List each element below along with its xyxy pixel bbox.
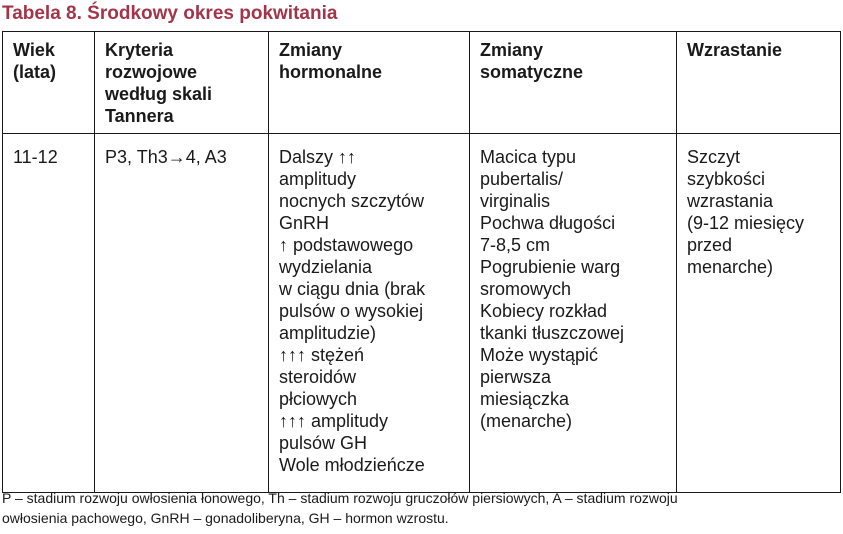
cell-line: Kobiecy rozkład — [480, 301, 608, 321]
cell-line: amplitudy — [279, 169, 357, 189]
cell-line: menarche) — [687, 257, 774, 277]
footnote-line: P – stadium rozwoju owłosienia łonowego, Th – stadium rozwoju gruczołów piersiowych, A – stadium rozwoju — [2, 490, 678, 506]
cell-line: miesiączka — [480, 389, 570, 409]
header-line: hormonalne — [279, 62, 383, 82]
header-line: Kryteria — [105, 40, 174, 60]
cell-line: wzrastania — [687, 191, 774, 211]
cell-tanner-criteria — [95, 134, 269, 493]
cell-line: 11-12 — [13, 147, 58, 167]
cell-line: P3, Th3→4, A3 — [105, 147, 227, 167]
header-line: (lata) — [13, 62, 57, 82]
cell-line: Dalszy ↑↑ — [279, 147, 357, 167]
header-line: według skali — [105, 84, 213, 104]
header-growth — [677, 32, 841, 134]
cell-line: nocnych szczytów — [279, 191, 425, 211]
header-line: Zmiany — [279, 40, 343, 60]
cell-line: Szczyt — [687, 147, 741, 167]
cell-line: pulsów GH — [279, 433, 368, 453]
cell-line: (menarche) — [480, 411, 573, 431]
header-hormonal-changes — [269, 32, 470, 134]
cell-growth — [677, 134, 841, 493]
cell-line: ↑↑↑ amplitudy — [279, 411, 389, 431]
cell-somatic-changes — [470, 134, 677, 493]
header-line: Zmiany — [480, 40, 544, 60]
header-line: rozwojowe — [105, 62, 198, 82]
table-header-row — [3, 32, 841, 134]
header-age — [3, 32, 95, 134]
cell-line: Pochwa długości — [480, 213, 616, 233]
cell-line: Wole młodzieńcze — [279, 455, 425, 475]
table-footnote — [2, 488, 837, 528]
puberty-table — [2, 31, 841, 493]
table-row — [3, 134, 841, 493]
cell-line: w ciągu dnia (brak — [279, 279, 426, 299]
cell-line: ↑ podstawowego — [279, 235, 414, 255]
cell-line: szybkości — [687, 169, 766, 189]
header-line: Wiek — [13, 40, 55, 60]
cell-line: sromowych — [480, 279, 572, 299]
cell-line: pierwsza — [480, 367, 552, 387]
cell-line: Może wystąpić — [480, 345, 599, 365]
cell-line: GnRH — [279, 213, 330, 233]
cell-age — [3, 134, 95, 493]
cell-line: Macica typu — [480, 147, 577, 167]
cell-line: ↑↑↑ stężeń — [279, 345, 365, 365]
cell-line: Pogrubienie warg — [480, 257, 621, 277]
cell-hormonal-changes — [269, 134, 470, 493]
cell-line: virginalis — [480, 191, 551, 211]
header-line: somatyczne — [480, 62, 584, 82]
cell-line: tkanki tłuszczowej — [480, 323, 625, 343]
header-tanner-criteria — [95, 32, 269, 134]
cell-line: pubertalis/ — [480, 169, 564, 189]
cell-line: 7-8,5 cm — [480, 235, 551, 255]
cell-line: płciowych — [279, 389, 358, 409]
cell-line: amplitudzie) — [279, 323, 377, 343]
header-somatic-changes — [470, 32, 677, 134]
cell-line: przed — [687, 235, 733, 255]
header-line: Tannera — [105, 106, 174, 126]
header-line: Wzrastanie — [687, 40, 783, 60]
cell-line: (9-12 miesięcy — [687, 213, 805, 233]
cell-line: pulsów o wysokiej — [279, 301, 424, 321]
cell-line: wydzielania — [279, 257, 373, 277]
footnote-line: owłosienia pachowego, GnRH – gonadoliberyna, GH – hormon wzrostu. — [2, 510, 449, 526]
table-title: Tabela 8. Środkowy okres pokwitania — [2, 3, 338, 24]
cell-line: steroidów — [279, 367, 357, 387]
